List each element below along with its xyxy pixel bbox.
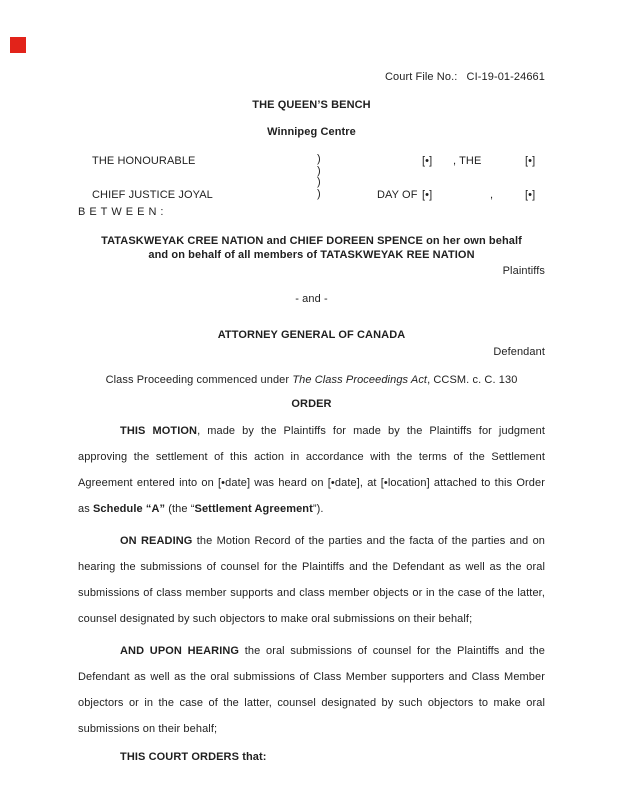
red-annotation-marker <box>10 37 26 53</box>
day-of-label: DAY OF <box>377 189 418 201</box>
bracket-glyph: ) <box>317 164 321 177</box>
between-label: BETWEEN: <box>78 206 168 218</box>
on-reading-text: the Motion Record of the parties and the facta of the parties and on hearing the submissions of counsel for the Plaintiffs and the Defendant as well as the oral submissions of class member supports and class member objects or in the case of the latter, counsel designated by such objectors to make oral submissions on their behalf; <box>78 535 546 625</box>
court-file-line <box>78 0 545 85</box>
settlement-agreement-term: Settlement Agreement <box>194 503 313 515</box>
defendant-title: ATTORNEY GENERAL OF CANADA <box>217 329 406 341</box>
bracket-glyph: ) <box>317 153 321 165</box>
defendant-role-label: Defendant <box>493 346 545 358</box>
plaintiff-title <box>78 234 545 262</box>
court-orders-lead: THIS COURT ORDERS that: <box>120 751 267 763</box>
on-reading-lead: ON READING <box>120 535 193 547</box>
proceeding-note <box>78 372 545 388</box>
paragraph-upon-hearing <box>78 638 545 742</box>
date-placeholder: [•] <box>422 155 433 167</box>
bracket-column <box>317 154 321 201</box>
plaintiff-title-line1: TATASKWEYAK CREE NATION and CHIEF DOREEN SPENCE on her own behalf <box>101 235 522 247</box>
statute-name: The Class Proceedings Act <box>292 374 428 386</box>
the-label: , THE <box>453 155 482 167</box>
motion-lead: THIS MOTION <box>120 425 198 437</box>
document-content <box>78 0 545 770</box>
date-placeholder: [•] <box>525 155 536 167</box>
court-registry: Winnipeg Centre <box>267 126 356 138</box>
proceeding-prefix: Class Proceeding commenced under <box>105 374 293 386</box>
upon-hearing-lead: AND UPON HEARING <box>120 645 240 657</box>
and-separator: - and - <box>295 293 328 305</box>
court-file-label: Court File No.: <box>384 71 458 83</box>
motion-text1: , made by the Plaintiffs for made by the Plaintiffs for judgment approving the settlement of this action in accordance with the terms of the Settlement Agreement entered into on [•date] was heard on [•date], at [•location] attached to this Order as <box>78 425 545 515</box>
plaintiff-role-label: Plaintiffs <box>502 265 545 277</box>
judge-signature-block <box>78 154 545 202</box>
date-placeholder: [•] <box>525 189 536 201</box>
paragraph-this-motion <box>78 418 545 522</box>
judge-name: CHIEF JUSTICE JOYAL <box>92 189 213 201</box>
court-file-number: CI-19-01-24661 <box>466 71 545 83</box>
honourable-label: THE HONOURABLE <box>92 155 196 167</box>
date-placeholder: [•] <box>422 189 433 201</box>
bracket-glyph: ) <box>317 176 321 189</box>
proceeding-suffix: , CCSM. c. C. 130 <box>427 374 518 386</box>
court-name: THE QUEEN’S BENCH <box>252 99 371 111</box>
order-title: ORDER <box>291 398 332 410</box>
schedule-a-reference: Schedule “A” <box>92 503 166 515</box>
upon-hearing-text: the oral submissions of counsel for the Plaintiffs and the Defendant as well as the oral submissions of Class Member supporters and Class Member objectors or in the case of the latter, counsel designated by such objectors to make oral submissions on their behalf; <box>78 645 545 735</box>
motion-text3: ”). <box>312 503 324 515</box>
paragraph-on-reading <box>78 528 545 632</box>
plaintiff-title-line2: and on behalf of all members of TATASKWEYAK REE NATION <box>148 249 475 261</box>
comma-separator: , <box>490 189 494 201</box>
bracket-glyph: ) <box>317 188 321 201</box>
motion-text2: (the “ <box>165 503 195 515</box>
